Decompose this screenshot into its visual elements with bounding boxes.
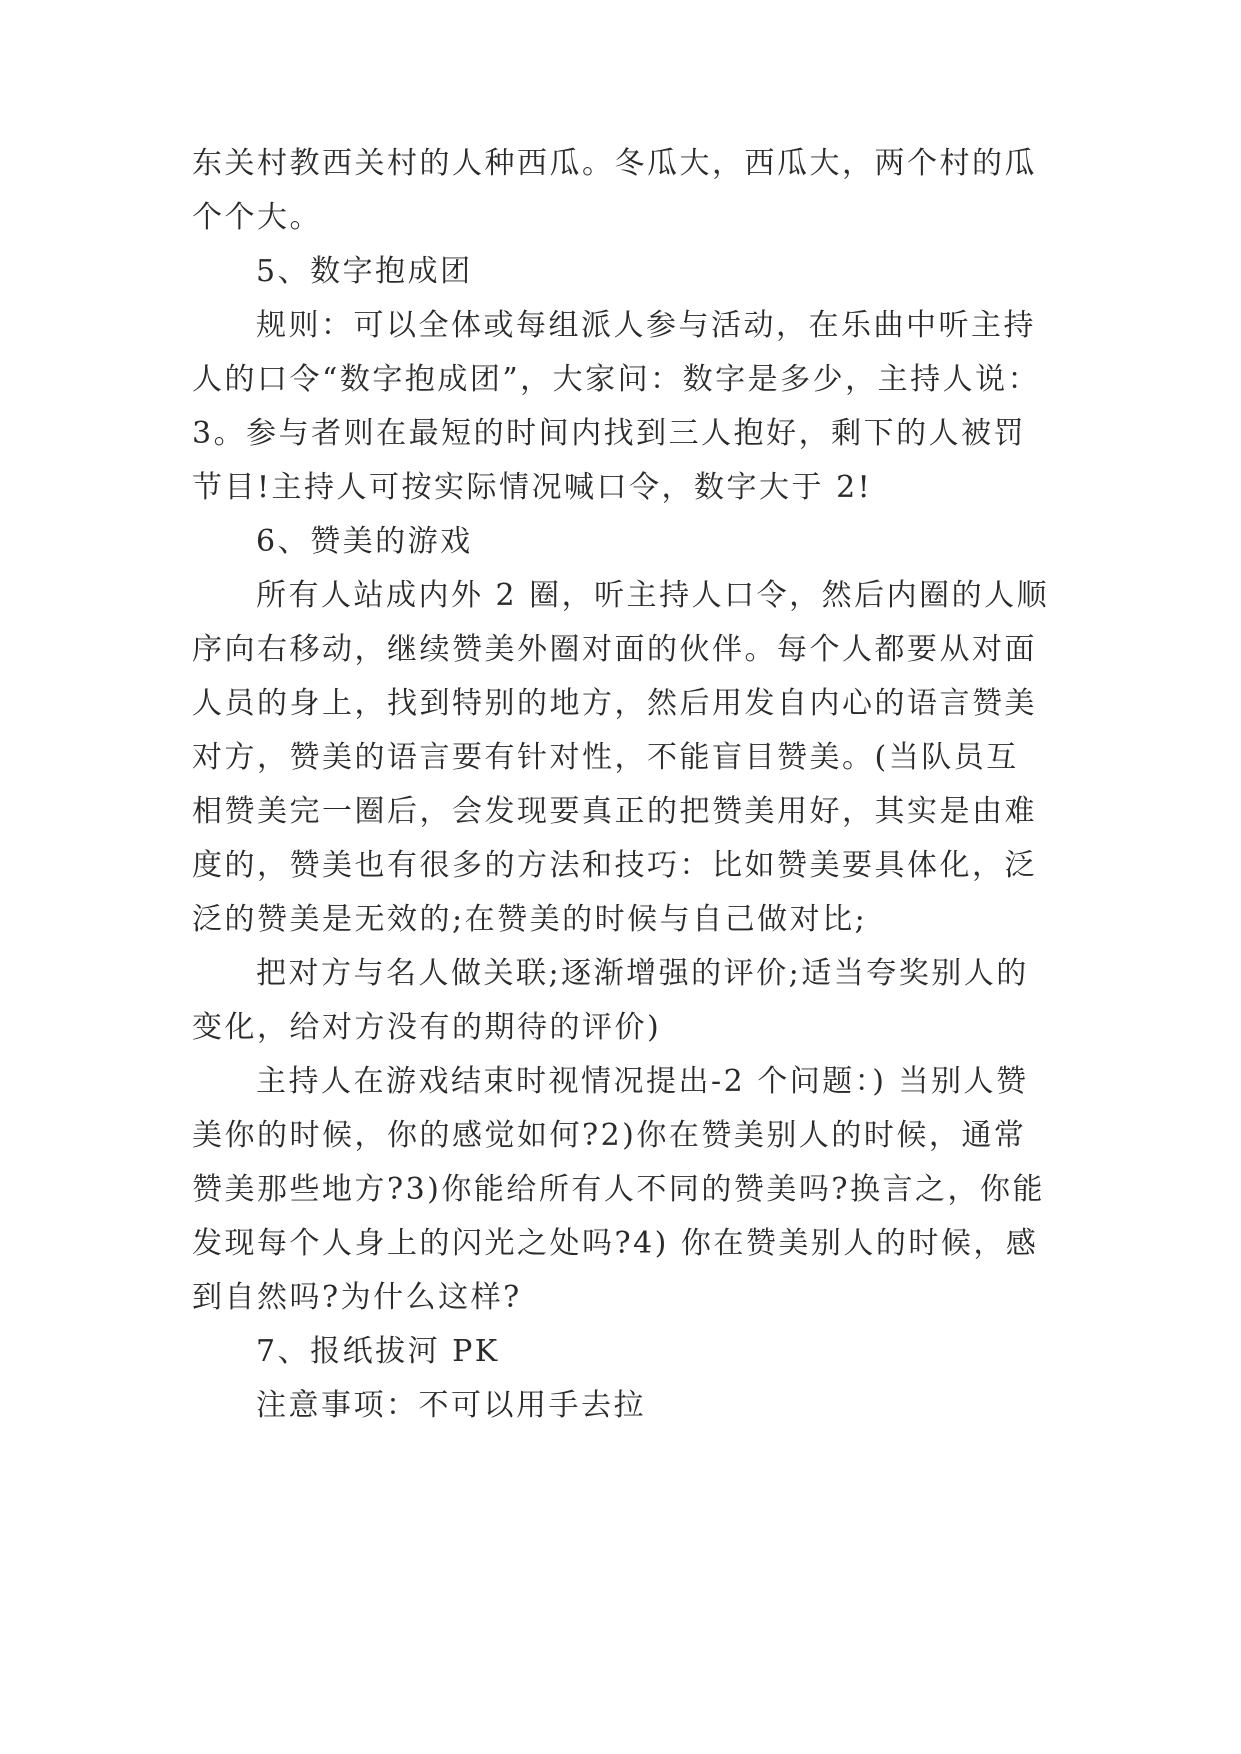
text-line: 3。参与者则在最短的时间内找到三人抱好，剩下的人被罚	[192, 416, 1027, 451]
section-heading: 5、数字抱成团	[256, 254, 473, 289]
text-line: 变化，给对方没有的期待的评价)	[192, 1010, 662, 1045]
text-line: 度的，赞美也有很多的方法和技巧：比如赞美要具体化，泛	[192, 848, 1037, 883]
text-line: 人员的身上，找到特别的地方，然后用发自内心的语言赞美	[192, 686, 1037, 721]
section-heading: 7、报纸拔河 PK	[256, 1334, 500, 1369]
section-heading: 6、赞美的游戏	[256, 524, 473, 559]
text-line: 注意事项：不可以用手去拉	[256, 1388, 646, 1423]
text-line: 序向右移动，继续赞美外圈对面的伙伴。每个人都要从对面	[192, 632, 1037, 667]
text-line: 对方，赞美的语言要有针对性，不能盲目赞美。(当队员互	[192, 740, 1019, 775]
text-line: 规则：可以全体或每组派人参与活动，在乐曲中听主持	[256, 308, 1036, 343]
text-line: 把对方与名人做关联;逐渐增强的评价;适当夸奖别人的	[256, 956, 1029, 991]
text-line: 所有人站成内外 2 圈，听主持人口令，然后内圈的人顺	[256, 578, 1050, 613]
text-line: 相赞美完一圈后，会发现要真正的把赞美用好，其实是由难	[192, 794, 1037, 829]
text-line: 泛的赞美是无效的;在赞美的时候与自己做对比;	[192, 902, 868, 937]
text-line: 美你的时候，你的感觉如何?2)你在赞美别人的时候，通常	[192, 1118, 1027, 1153]
text-line: 个个大。	[192, 200, 322, 235]
text-line: 人的口令“数字抱成团”，大家问：数字是多少，主持人说：	[192, 362, 1041, 397]
text-line: 到自然吗?为什么这样?	[192, 1280, 522, 1315]
text-line: 赞美那些地方?3)你能给所有人不同的赞美吗?换言之，你能	[192, 1172, 1045, 1207]
text-line: 主持人在游戏结束时视情况提出-2 个问题：) 当别人赞	[256, 1064, 1029, 1099]
text-line: 发现每个人身上的闪光之处吗?4) 你在赞美别人的时候，感	[192, 1226, 1039, 1261]
text-line: 节目!主持人可按实际情况喊口令，数字大于 2!	[192, 470, 873, 505]
text-line: 东关村教西关村的人种西瓜。冬瓜大，西瓜大，两个村的瓜	[192, 146, 1037, 181]
